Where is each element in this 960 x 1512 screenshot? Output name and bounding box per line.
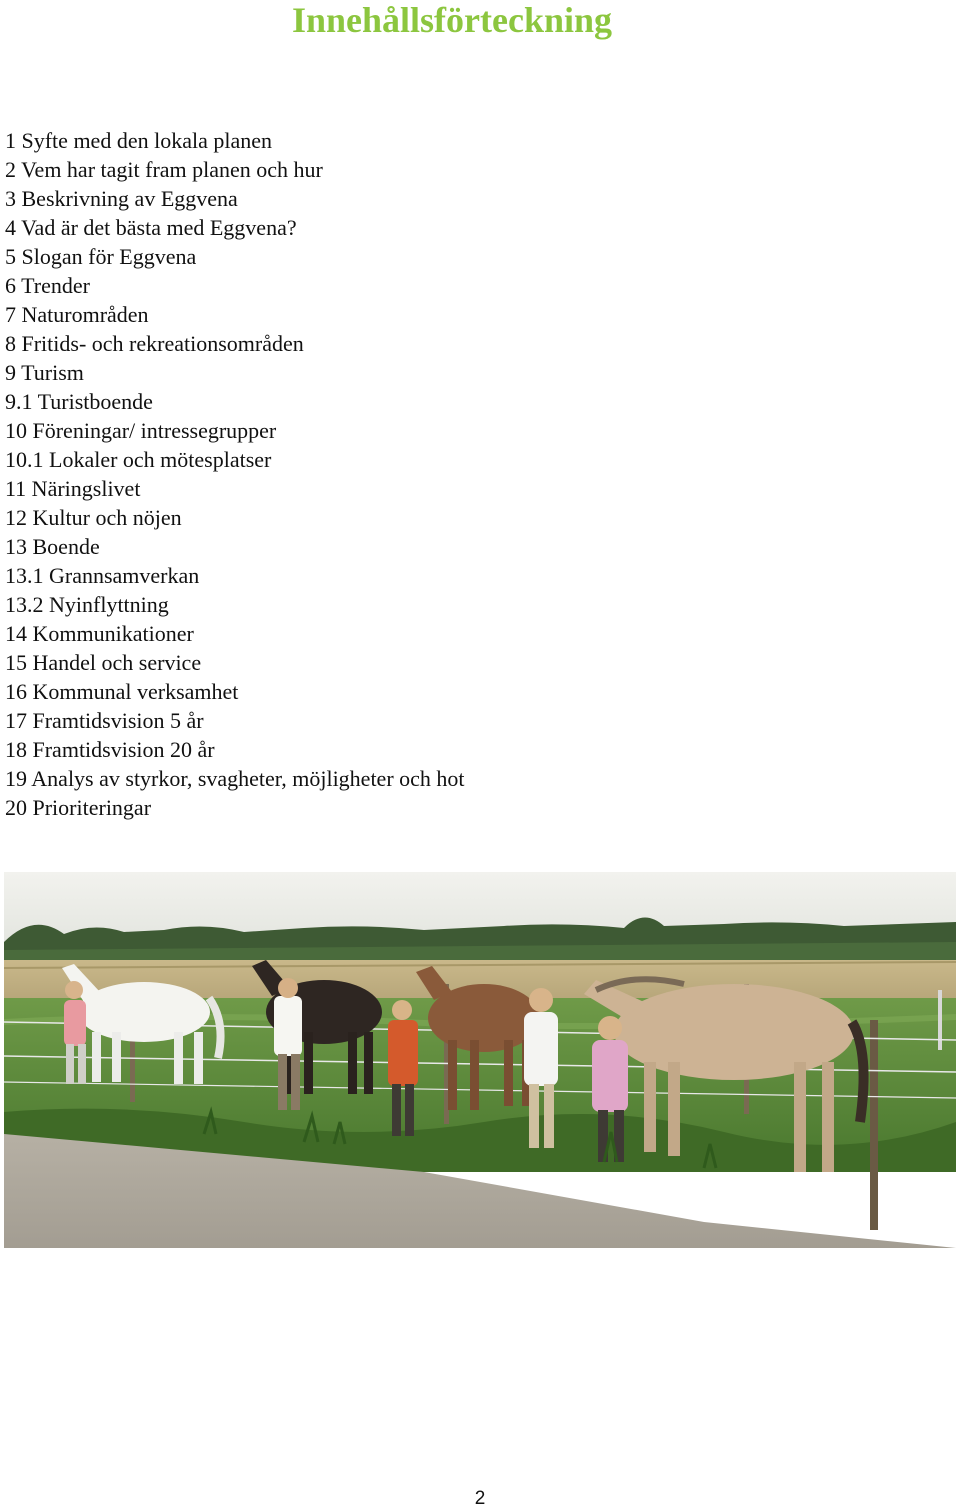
horses-paddock-photo [4,872,956,1248]
toc-item: 10 Föreningar/ intressegrupper [5,418,277,443]
page-number: 2 [474,1488,486,1509]
toc-item: 13.2 Nyinflyttning [5,592,169,617]
toc-item: 3 Beskrivning av Eggvena [5,186,238,211]
page-title: Innehållsförteckning [291,0,613,40]
toc-item: 9.1 Turistboende [5,389,153,414]
toc-item: 6 Trender [5,273,90,298]
toc-item: 1 Syfte med den lokala planen [5,128,272,153]
toc-item: 20 Prioriteringar [5,795,152,820]
toc-item: 15 Handel och service [5,650,202,675]
toc-item: 11 Näringslivet [5,476,141,501]
toc-item: 9 Turism [5,360,84,385]
toc-item: 13.1 Grannsamverkan [5,563,200,588]
toc-item: 13 Boende [5,534,100,559]
toc-item: 14 Kommunikationer [5,621,194,646]
toc-item: 7 Naturområden [5,302,149,327]
toc-item: 10.1 Lokaler och mötesplatser [5,447,272,472]
toc-item: 4 Vad är det bästa med Eggvena? [5,215,297,240]
toc-item: 18 Framtidsvision 20 år [5,737,215,762]
toc-item: 19 Analys av styrkor, svagheter, möjligheter och hot [5,766,465,791]
toc-item: 17 Framtidsvision 5 år [5,708,204,733]
toc-item: 16 Kommunal verksamhet [5,679,239,704]
table-of-contents [5,126,465,822]
toc-item: 8 Fritids- och rekreationsområden [5,331,304,356]
toc-item: 5 Slogan för Eggvena [5,244,197,269]
toc-item: 12 Kultur och nöjen [5,505,182,530]
toc-item: 2 Vem har tagit fram planen och hur [5,157,323,182]
